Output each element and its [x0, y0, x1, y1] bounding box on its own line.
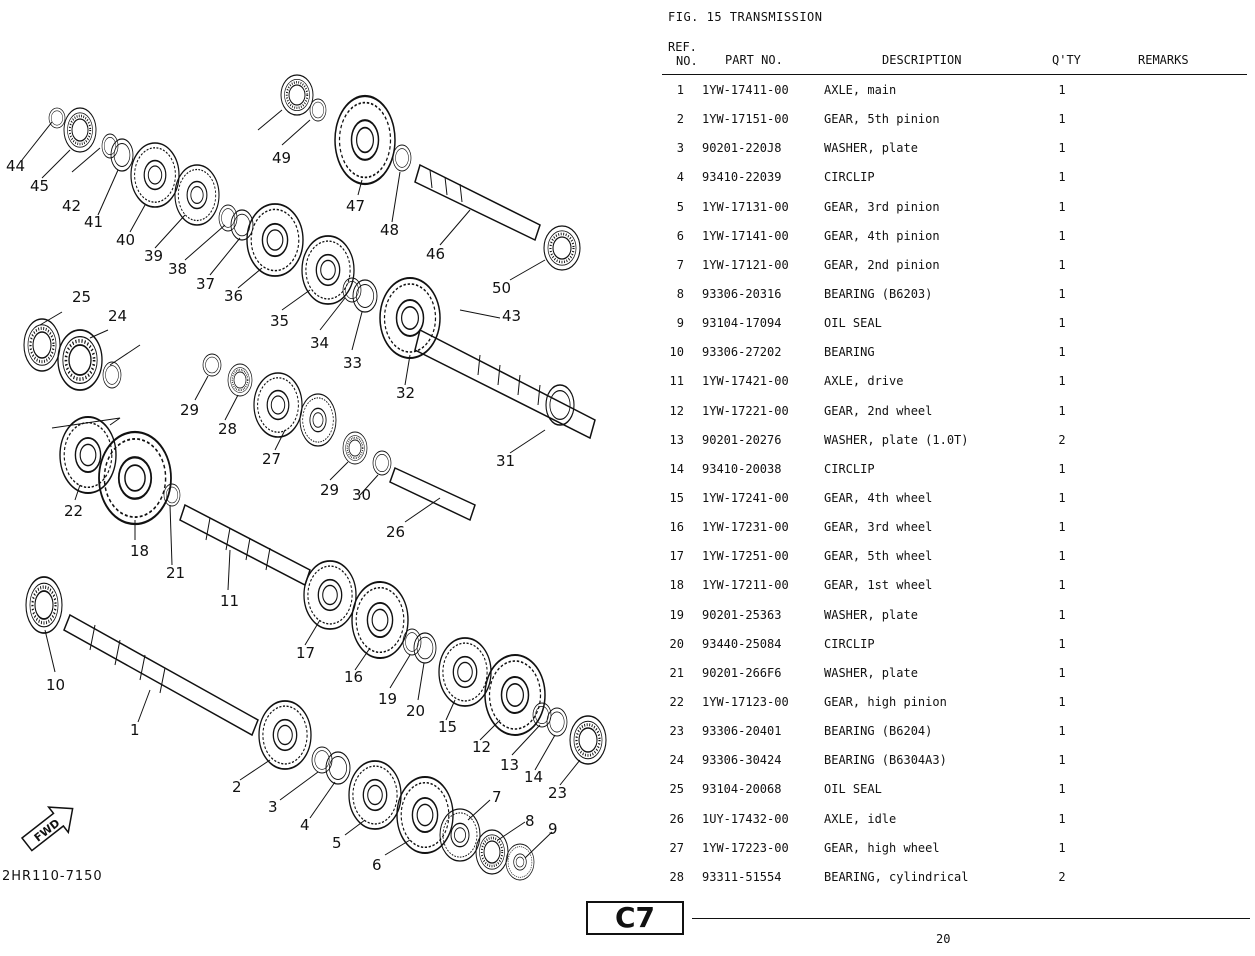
header-ref-line1: REF. — [668, 40, 697, 54]
row-part-no: 90201-266F6 — [702, 665, 782, 680]
callout-number: 47 — [346, 197, 366, 215]
row-description: GEAR, 2nd wheel — [824, 403, 933, 418]
row-description: BEARING (B6304A3) — [824, 753, 947, 768]
callout-number: 4 — [300, 816, 310, 834]
row-qty: 2 — [1058, 869, 1066, 884]
row-ref: 8 — [676, 286, 684, 301]
callout-number: 35 — [270, 312, 290, 330]
row-ref: 18 — [669, 578, 684, 593]
table-row — [662, 104, 1247, 133]
row-ref: 5 — [676, 199, 684, 214]
callout-number: 12 — [472, 738, 492, 756]
table-row — [662, 425, 1247, 454]
row-description: GEAR, 2nd pinion — [824, 257, 940, 272]
row-part-no: 93306-30424 — [702, 753, 782, 768]
callout-number: 18 — [130, 542, 150, 560]
row-description: GEAR, 5th pinion — [824, 112, 940, 127]
callout-number: 24 — [108, 307, 128, 325]
row-description: AXLE, main — [824, 83, 897, 97]
row-description: GEAR, 3rd wheel — [824, 520, 933, 535]
table-row — [662, 454, 1247, 483]
row-ref: 24 — [669, 753, 684, 768]
row-description: GEAR, 1st wheel — [824, 578, 933, 593]
row-description: GEAR, high wheel — [824, 840, 940, 855]
row-qty: 1 — [1058, 199, 1066, 214]
row-qty: 1 — [1058, 141, 1066, 156]
row-part-no: 1YW-17123-00 — [702, 694, 789, 709]
row-ref: 9 — [676, 316, 684, 331]
figure-title: FIG. 15 TRANSMISSION — [668, 10, 823, 24]
row-description: GEAR, 4th pinion — [824, 228, 940, 243]
table-row — [662, 774, 1247, 803]
row-ref: 3 — [676, 141, 684, 156]
table-row — [662, 250, 1247, 279]
row-part-no: 1YW-17251-00 — [702, 549, 789, 564]
row-ref: 13 — [669, 432, 684, 447]
callout-number: 14 — [524, 768, 544, 786]
callout-number: 40 — [116, 231, 136, 249]
row-description: GEAR, 4th wheel — [824, 490, 933, 505]
callout-number: 32 — [396, 384, 416, 402]
row-qty: 1 — [1058, 694, 1066, 709]
row-ref: 11 — [669, 374, 684, 389]
row-ref: 22 — [669, 694, 684, 709]
row-qty: 1 — [1058, 83, 1066, 97]
table-row — [662, 133, 1247, 162]
callout-number: 2 — [232, 778, 242, 796]
table-row — [662, 716, 1247, 745]
table-row — [662, 396, 1247, 425]
row-part-no: 93410-20038 — [702, 461, 782, 476]
row-qty: 1 — [1058, 665, 1066, 680]
row-description: BEARING, cylindrical — [824, 869, 969, 884]
row-part-no: 93306-27202 — [702, 345, 782, 360]
table-row — [662, 629, 1247, 658]
row-description: GEAR, high pinion — [824, 694, 947, 709]
callout-number: 23 — [548, 784, 568, 802]
table-row — [662, 833, 1247, 862]
table-row — [662, 658, 1247, 687]
section-code: C7 — [586, 901, 684, 935]
row-part-no: 1YW-17221-00 — [702, 403, 789, 418]
callout-number: 13 — [500, 756, 520, 774]
callout-number: 16 — [344, 668, 364, 686]
callout-number: 10 — [46, 676, 66, 694]
row-description: OIL SEAL — [824, 316, 882, 331]
fwd-label: FWD — [31, 816, 63, 845]
row-qty: 1 — [1058, 403, 1066, 418]
row-ref: 12 — [669, 403, 684, 418]
callout-number: 49 — [272, 149, 292, 167]
callout-number: 29 — [320, 481, 340, 499]
row-part-no: 1YW-17141-00 — [702, 228, 789, 243]
callout-number: 15 — [438, 718, 458, 736]
row-ref: 26 — [669, 811, 684, 826]
table-row — [662, 512, 1247, 541]
row-qty: 1 — [1058, 286, 1066, 301]
row-description: WASHER, plate — [824, 665, 918, 680]
footer-rule — [692, 918, 1250, 919]
callout-number: 17 — [296, 644, 316, 662]
callout-number: 38 — [168, 260, 188, 278]
callout-number: 36 — [224, 287, 244, 305]
row-ref: 1 — [676, 83, 684, 97]
row-qty: 1 — [1058, 724, 1066, 739]
table-row — [662, 745, 1247, 774]
row-description: WASHER, plate (1.0T) — [824, 432, 969, 447]
row-part-no: 93306-20316 — [702, 286, 782, 301]
row-ref: 2 — [676, 112, 684, 127]
header-remarks: REMARKS — [1138, 53, 1189, 67]
row-qty: 1 — [1058, 840, 1066, 855]
callout-number: 43 — [502, 307, 522, 325]
row-qty: 1 — [1058, 112, 1066, 127]
row-part-no: 90201-25363 — [702, 607, 782, 622]
parts-table — [662, 36, 1247, 891]
row-part-no: 93306-20401 — [702, 724, 782, 739]
row-qty: 1 — [1058, 170, 1066, 185]
callout-number: 37 — [196, 275, 216, 293]
header-ref-line2: NO. — [676, 54, 698, 68]
callout-number: 11 — [220, 592, 240, 610]
row-part-no: 93104-17094 — [702, 316, 782, 331]
row-part-no: 1YW-17151-00 — [702, 112, 789, 127]
table-row — [662, 804, 1247, 833]
table-row — [662, 600, 1247, 629]
table-row — [662, 337, 1247, 366]
fwd-arrow-icon — [17, 796, 82, 857]
table-row — [662, 483, 1247, 512]
row-description: CIRCLIP — [824, 636, 875, 651]
row-qty: 2 — [1058, 432, 1066, 447]
callout-number: 8 — [525, 812, 535, 830]
row-ref: 15 — [669, 490, 684, 505]
table-row — [662, 221, 1247, 250]
row-description: AXLE, drive — [824, 374, 904, 389]
callout-number: 39 — [144, 247, 164, 265]
row-qty: 1 — [1058, 374, 1066, 389]
row-ref: 20 — [669, 636, 684, 651]
row-qty: 1 — [1058, 549, 1066, 564]
row-ref: 7 — [676, 257, 684, 272]
row-ref: 28 — [669, 869, 684, 884]
callout-number: 26 — [386, 523, 406, 541]
callout-number: 27 — [262, 450, 282, 468]
diagram-code: 2HR110-7150 — [2, 869, 103, 884]
row-part-no: 1YW-17131-00 — [702, 199, 789, 214]
callout-number: 6 — [372, 856, 382, 874]
callout-number: 31 — [496, 452, 516, 470]
callout-number: 25 — [72, 288, 92, 306]
callout-number: 41 — [84, 213, 104, 231]
row-qty: 1 — [1058, 228, 1066, 243]
row-part-no: 1YW-17223-00 — [702, 840, 789, 855]
callout-number: 20 — [406, 702, 426, 720]
row-part-no: 90201-20276 — [702, 432, 782, 447]
row-description: WASHER, plate — [824, 607, 918, 622]
row-part-no: 90201-220J8 — [702, 141, 782, 156]
row-qty: 1 — [1058, 578, 1066, 593]
callout-number: 34 — [310, 334, 330, 352]
table-row — [662, 862, 1247, 891]
table-row — [662, 366, 1247, 395]
row-ref: 4 — [676, 170, 684, 185]
table-row — [662, 308, 1247, 337]
callout-number: 28 — [218, 420, 238, 438]
row-qty: 1 — [1058, 811, 1066, 826]
page-number: 20 — [936, 932, 951, 946]
callout-number: 9 — [548, 820, 558, 838]
row-description: GEAR, 3rd pinion — [824, 199, 940, 214]
row-ref: 27 — [669, 840, 684, 855]
callout-number: 7 — [492, 788, 502, 806]
header-qty: Q'TY — [1052, 53, 1081, 67]
row-ref: 21 — [669, 665, 684, 680]
table-header — [662, 36, 1247, 75]
row-description: OIL SEAL — [824, 782, 882, 797]
row-ref: 6 — [676, 228, 684, 243]
row-qty: 1 — [1058, 490, 1066, 505]
callout-number: 48 — [380, 221, 400, 239]
row-description: CIRCLIP — [824, 170, 875, 185]
row-part-no: 1YW-17121-00 — [702, 257, 789, 272]
row-part-no: 93410-22039 — [702, 170, 782, 185]
row-part-no: 93311-51554 — [702, 869, 782, 884]
row-qty: 1 — [1058, 461, 1066, 476]
row-part-no: 1UY-17432-00 — [702, 811, 789, 826]
row-description: WASHER, plate — [824, 141, 918, 156]
header-part-no: PART NO. — [725, 53, 783, 67]
callout-number: 29 — [180, 401, 200, 419]
row-ref: 25 — [669, 782, 684, 797]
table-row — [662, 687, 1247, 716]
callout-number: 5 — [332, 834, 342, 852]
row-part-no: 1YW-17211-00 — [702, 578, 789, 593]
row-part-no: 1YW-17231-00 — [702, 520, 789, 535]
row-part-no: 1YW-17411-00 — [702, 83, 789, 97]
callout-number: 42 — [62, 197, 82, 215]
row-part-no: 93104-20068 — [702, 782, 782, 797]
callout-labels — [6, 149, 567, 874]
callout-number: 19 — [378, 690, 398, 708]
header-ref — [668, 40, 698, 68]
row-ref: 14 — [669, 461, 684, 476]
table-row — [662, 279, 1247, 308]
row-qty: 1 — [1058, 636, 1066, 651]
row-ref: 16 — [669, 520, 684, 535]
row-part-no: 1YW-17421-00 — [702, 374, 789, 389]
table-row — [662, 192, 1247, 221]
row-ref: 19 — [669, 607, 684, 622]
row-description: BEARING — [824, 345, 875, 360]
callout-number: 30 — [352, 486, 372, 504]
table-row — [662, 570, 1247, 599]
row-qty: 1 — [1058, 257, 1066, 272]
table-row — [662, 75, 1247, 104]
row-description: CIRCLIP — [824, 461, 875, 476]
row-qty: 1 — [1058, 782, 1066, 797]
row-qty: 1 — [1058, 607, 1066, 622]
row-ref: 17 — [669, 549, 684, 564]
row-qty: 1 — [1058, 345, 1066, 360]
callout-number: 33 — [343, 354, 363, 372]
table-row — [662, 162, 1247, 191]
row-qty: 1 — [1058, 316, 1066, 331]
callout-number: 21 — [166, 564, 186, 582]
callout-number: 1 — [130, 721, 140, 739]
row-ref: 10 — [669, 345, 684, 360]
row-part-no: 93440-25084 — [702, 636, 782, 651]
row-description: AXLE, idle — [824, 811, 897, 826]
callout-number: 3 — [268, 798, 278, 816]
row-qty: 1 — [1058, 520, 1066, 535]
row-description: BEARING (B6204) — [824, 724, 933, 739]
header-description: DESCRIPTION — [882, 53, 962, 67]
row-ref: 23 — [669, 724, 684, 739]
callout-number: 22 — [64, 502, 84, 520]
row-description: BEARING (B6203) — [824, 286, 933, 301]
table-body — [662, 75, 1247, 891]
table-row — [662, 541, 1247, 570]
row-description: GEAR, 5th wheel — [824, 549, 933, 564]
row-part-no: 1YW-17241-00 — [702, 490, 789, 505]
callout-number: 44 — [6, 157, 26, 175]
row-qty: 1 — [1058, 753, 1066, 768]
callout-number: 50 — [492, 279, 512, 297]
callout-number: 46 — [426, 245, 446, 263]
callout-number: 45 — [30, 177, 50, 195]
